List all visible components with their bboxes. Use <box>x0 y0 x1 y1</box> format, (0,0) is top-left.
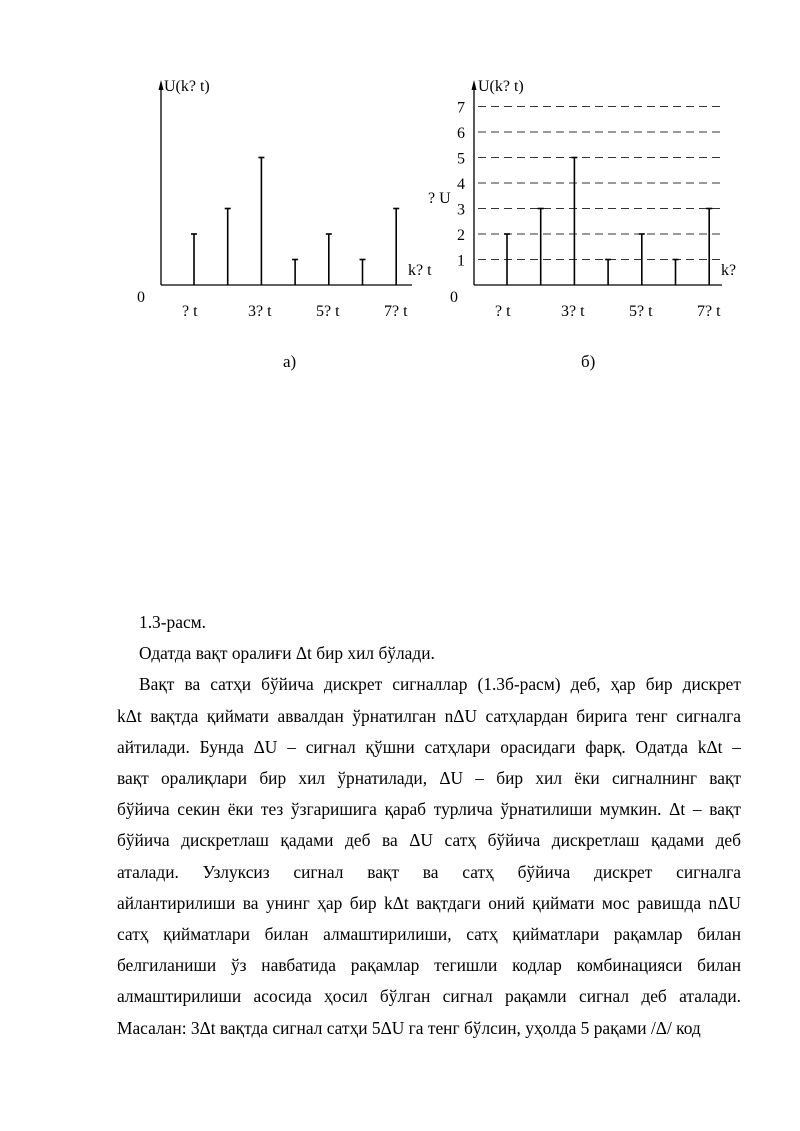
body-text <box>117 607 741 1044</box>
paragraph-line: аталади. Узлуксиз сигнал вақт ва сатҳ бўйича дискрет сигналга <box>117 861 741 882</box>
chart-a-x-tick-label: 5? t <box>316 303 340 320</box>
chart-b-y-tick-label: 4 <box>457 176 465 193</box>
chart-b-x-axis-label: k? <box>721 262 737 279</box>
paragraph-line: бўйича дискретлаш қадами деб ва ΔU сатҳ бўйича дискретлаш қадами деб <box>117 830 741 851</box>
chart-b-y-tick-label: 3 <box>457 201 465 219</box>
chart-a <box>137 78 432 320</box>
chart-b-delta-label: ? U <box>428 190 451 207</box>
chart-a-x-tick-label: 7? t <box>384 303 408 320</box>
chart-b-origin-label: 0 <box>450 289 458 306</box>
chart-a-caption: а) <box>283 352 297 371</box>
paragraph-line: белгиланиши ўз навбатида рақамлар тегишли кодлар комбинацияси билан <box>117 955 741 976</box>
chart-b-y-axis-label: U(k? t) <box>478 78 524 95</box>
chart-a-bars <box>191 158 399 286</box>
chart-b-x-tick-label: 7? t <box>697 303 721 320</box>
paragraph-1: Одатда вақт оралиғи Δt бир хил бўлади. <box>139 643 435 664</box>
chart-b-grid <box>478 107 722 260</box>
paragraph-line: kΔt вақтда қиймати аввалдан ўрнатилган nΔU сатҳлардан бирига тенг сигналга <box>117 705 741 726</box>
chart-a-x-tick-label: ? t <box>182 303 198 320</box>
chart-b-y-tick-label: 6 <box>457 125 465 142</box>
chart-b-y-tick-label: 2 <box>457 227 465 244</box>
paragraph-line: вақт оралиқлари бир хил ўрнатилади, ΔU – бир хил ёки сигналнинг вақт <box>117 768 741 789</box>
chart-a-origin-label: 0 <box>137 289 145 306</box>
chart-b-y-tick-label: 7 <box>457 99 465 117</box>
chart-b-y-tick-label: 1 <box>457 252 465 270</box>
chart-b-caption: б) <box>581 352 596 371</box>
chart-b-bars <box>504 158 712 286</box>
paragraph-line: алмаштирилиши асосида ҳосил бўлган сигнал рақамли сигнал деб аталади. <box>117 986 741 1007</box>
chart-a-y-axis-label: U(k? t) <box>164 78 210 95</box>
paragraph-line: айлантирилиши ва унинг ҳар бир kΔt вақтдаги оний қиймати мос равишда nΔU <box>117 892 741 913</box>
chart-b <box>428 78 736 320</box>
paragraph-line: Масалан: 3Δt вақтда сигнал сатҳи 5ΔU га тенг бўлсин, уҳолда 5 рақами /Δ/ код <box>117 1017 701 1038</box>
chart-b-y-ticks <box>457 100 465 270</box>
chart-a-x-tick-label: 3? t <box>248 303 272 320</box>
paragraph-2 <box>117 669 741 1043</box>
chart-a-y-arrow <box>159 80 164 90</box>
chart-b-y-arrow <box>472 80 477 90</box>
chart-b-x-tick-label: 5? t <box>629 303 653 320</box>
paragraph-line: бўйича секин ёки тез ўзгаришига қараб турлича ўрнатилиши мумкин. Δt – вақт <box>117 799 741 820</box>
chart-a-x-axis-label: k? t <box>408 262 432 279</box>
paragraph-line: айтилади. Бунда ΔU – сигнал қўшни сатҳлари орасидаги фарқ. Одатда kΔt – <box>117 736 741 757</box>
figure-1-3 <box>0 0 800 380</box>
chart-b-x-tick-label: 3? t <box>561 303 585 320</box>
paragraph-line: сатҳ қийматлари билан алмаштирилиши, сатҳ қийматлари рақамлар билан <box>117 924 741 945</box>
figure-caption: 1.3-расм. <box>139 612 207 632</box>
chart-b-y-tick-label: 5 <box>457 150 465 168</box>
paragraph-line: Вақт ва сатҳи бўйича дискрет сигналлар (1.3б-расм) деб, ҳар бир дискрет <box>139 674 741 695</box>
chart-b-x-tick-label: ? t <box>495 303 511 320</box>
figure-svg <box>0 0 800 380</box>
